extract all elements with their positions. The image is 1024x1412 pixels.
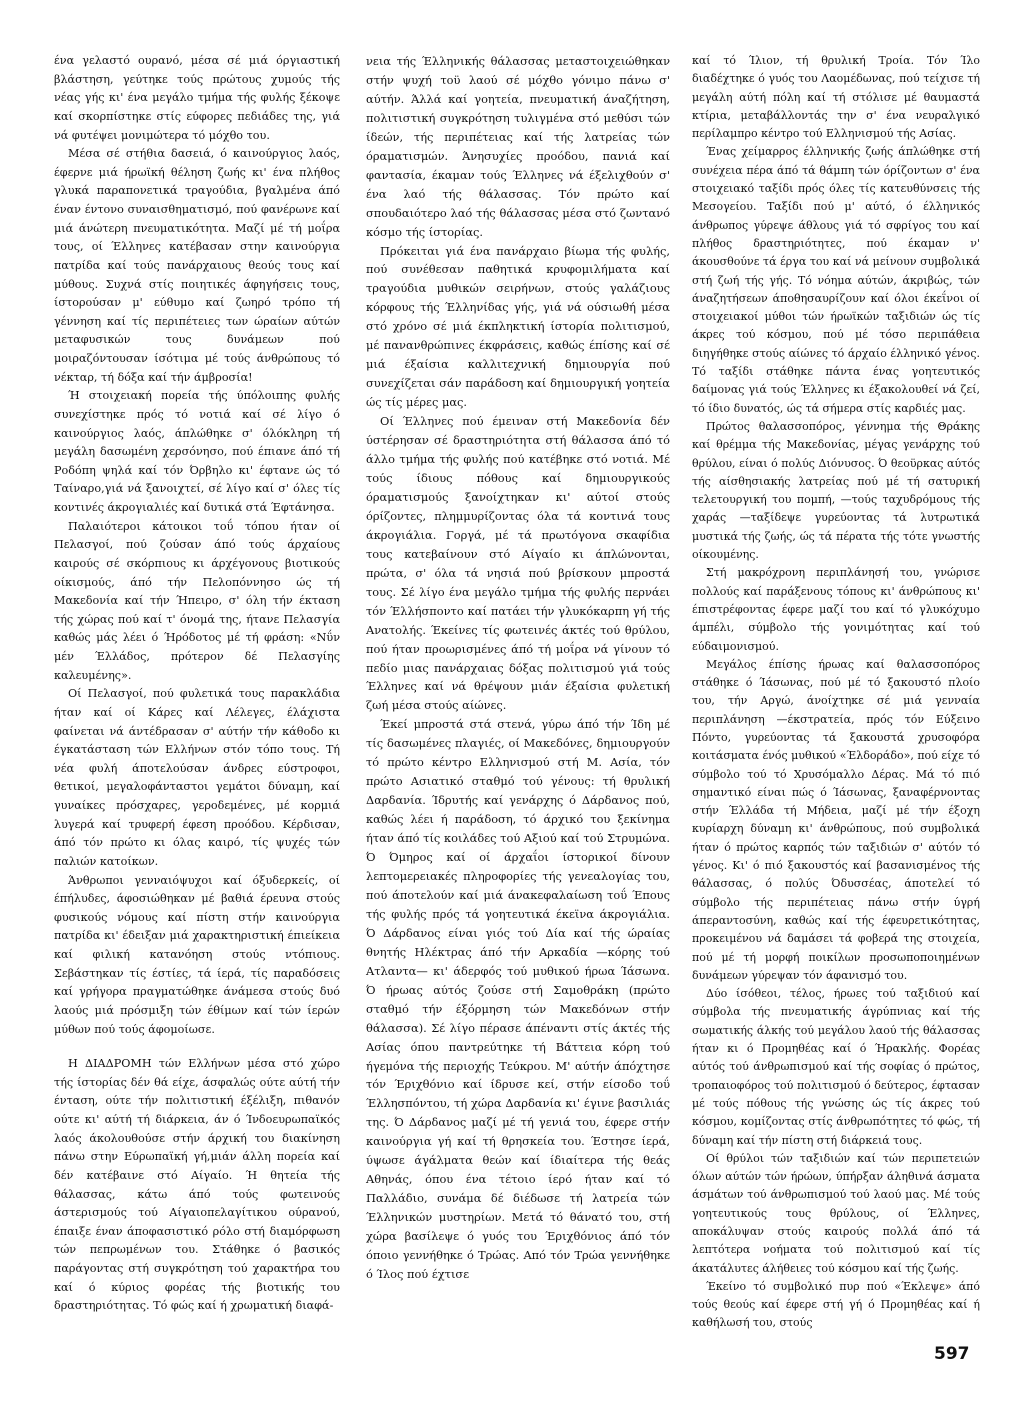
paragraph: Μέσα σέ στήθια δασειά, ό καινούργιος λαός, έφερνε μιά ήρωϊκή θέληση ζωής κι' ένα πλήθος γλυκά παραπονετικά τραγούδια, βγαλμένα άπό έναν έντονο συναισθηματισμό, πού φανέρωνε καί μιά άνώτερη πνευματικότητα. Μαζί μέ τή μοΐρα τους, οί Έλληνες κατέβασαν στην καινούργια πατρίδα καί τούς πανάρχαιους θεούς τους καί μύθους. Συχνά στίς ποιητικές άφηγήσεις τους, ίστορούσαν μ' εύθυμο καί ζωηρό τρόπο τή γέννηση καί τίς περιπέτειες των ώραίων αύτών μεταφυσικών τους δυνάμεων πού μοιραζόντουσαν ίσότιμα μέ τούς άνθρώπους τό νέκταρ, τή δόξα καί τήν άμβροσία! xyxy=(54,147,340,384)
text-column-left xyxy=(54,52,340,1316)
paragraph: Δύο ίσόθεοι, τέλος, ήρωες τού ταξιδιού καί σύμβολα τής πνευματικής άγρύπνιας καί τής σωματικής άλκής τού μεγάλου λαού τής θάλασσας ήταν κι ό Προμηθέας καί ό Ήρακλής. Φορέας αύτός τού άνθρωπισμού καί τής σοφίας ό πρώτος, τροπαιοφόρος τού πολιτισμού ό δεύτερος, έφτασαν μέ τούς πόθους τής γνώσης ώς τίς άκρες τού κόσμου, κομίζοντας στίς άνθρωπότητες τό φώς, τή δύναμη καί τήν πίστη στή διάρκειά τους. xyxy=(692,987,980,1147)
paragraph: Πρώτος θαλασσοπόρος, γέννημα τής Θράκης καί θρέμμα τής Μακεδονίας, μέγας γενάρχης τού θρύλου, είναι ό πολύς Διόνυσος. Ό θεοϋρκας αύτός τής αίσθησιακής λατρείας πού μέ τή σατυρική τελετουργική του πομπή, —τούς ταχυδρόμους τής χαράς —ταξίδεψε γυρεύοντας τά λυτρωτικά μυστικά τής ζωής, ώς τά πέρατα τής τότε γνωστής οίκουμένης. xyxy=(692,419,980,562)
paragraph: Άνθρωποι γενναιόψυχοι καί όξυδερκείς, οί έπήλυδες, άφοσιώθηκαν μέ βαθιά έρευνα στούς φυσικούς νόμους καί πίστη στήν καινούργια πατρίδα κι' έδειξαν μιά χαρακτηριστική έπιείκεια καί φιλική κατανόηση στούς ντόπιους. Σεβάστηκαν τίς έστίες, τά ίερά, τίς παραδόσεις καί γρήγορα πραγματώθηκε άνάμεσα στούς δυό λαούς μιά πρόσμιξη τών έθίμων καί τών ίερών μύθων πού τούς άφομοίωσε. xyxy=(54,873,340,1036)
paragraph: Έκείνο τό συμβολικό πυρ πού «Έκλεψε» άπό τούς θεούς καί έφερε στή γή ό Προμηθέας καί ή καθήλωσή του, στούς xyxy=(692,1279,980,1330)
paragraph: Στή μακρόχρονη περιπλάνησή του, γνώρισε πολλούς καί παράξενους τόπους κι' άνθρώπους κι' έπιστρέφοντας έφερε μαζί του καί τό γλυκόχυμο άμπέλι, σύμβολο τής γονιμότητας καί τού εύδαιμονισμού. xyxy=(692,566,980,653)
paragraph: Ή στοιχειακή πορεία τής ύπόλοιπης φυλής συνεχίστηκε πρός τό νοτιά καί σέ λίγο ό καινούργιος λαός, άπλώθηκε σ' όλόκληρη τή μεγάλη δασωμένη χερσόνησο, πού έπιανε άπό τή Ροδόπη ψηλά καί τόν Όρβηλο κι' έφτανε ώς τό Ταίναρο,γιά νά ξανοιχτεί, σέ λίγο καί σ' όλες τίς κοντινές άκρογιαλιές καί δυτικά στά Έφτάνησα. xyxy=(54,389,340,514)
paragraph: Πρόκειται γιά ένα πανάρχαιο βίωμα τής φυλής, πού συνέθεσαν παθητικά κρυφομιλήματα καί τραγούδια μυθικών σειρήνων, στούς γαλάζιους κόρφους τής Έλληνίδας γής, γιά νά ούσιωθή μέσα στό χρόνο σέ μιά έκπληκτική ίστορία πολιτισμού, μέ πανανθρώπινες έκφράσεις, καθώς έπίσης καί σέ μιά έξαίσια καλλιτεχνική δημιουργία πού συνεχίζεται σάν παράδοση καί δημιουργική γοητεία ώς τίς μέρες μας. xyxy=(366,243,670,410)
paragraph: Μεγάλος έπίσης ήρωας καί θαλασσοπόρος στάθηκε ό Ίάσωνας, πού μέ τό ξακουστό πλοίο του, τήν Αργώ, άνοίχτηκε σέ μιά γενναία περιπλάνηση —έκστρατεία, πρός τόν Εύξεινο Πόντο, γυρεύοντας τά ξακουστά χρυσοφόρα κοιτάσματα ένός μυθικού «Έλδοράδο», πού είχε τό σύμβολο τού τό Χρυσόμαλλο Δέρας. Μά τό πιό σημαντικό είναι πώς ό Ίάσωνας, ξαναφέρνοντας στήν Έλλάδα τή Μήδεια, μαζί μέ τήν έξοχη κυρίαρχη δύναμη κι' άνθρώπους, πού συμβολικά ήταν ό πρώτος καρπός τών ταξιδιών σ' αύτόν τό γένος. Κι' ό πιό ξακουστός καί βασανισμένος τής θάλασσας, ό πολύς Όδυσσέας, άποτελεί τό σύμβολο τής περιπέτειας πάνω στήν ύγρή άπεραντοσύνη, καθώς καί τής έφευρετικότητας, προκειμένου νά δαμάσει τά φοβερά της στοιχεία, πού μέ τή μορφή ποικίλων προσωποποιημένων δυνάμεων γύρεψαν τόν άφανισμό του. xyxy=(692,657,980,982)
paragraph: ένα γελαστό ουρανό, μέσα σέ μιά όργιαστική βλάστηση, γεύτηκε τούς πρώτους χυμούς τής νέας γής κι' ένα μεγάλο τμήμα τής φυλής ξέκοψε καί σκορπίστηκε στίς εύφορες πεδιάδες της, γιά νά φυτέψει μονιμώτερα τό μόχθο του. xyxy=(54,54,340,142)
paragraph: Έκεί μπροστά στά στενά, γύρω άπό τήν Ίδη μέ τίς δασωμένες πλαγιές, οί Μακεδόνες, δημιουργούν τό πρώτο κέντρο Ελληνισμού στή Μ. Ασία, τόν πρώτο Ασιατικό σταθμό τού γένους: τή θρυλική Δαρδανία. Ίδρυτής καί γενάρχης ό Δάρδανος πού, καθώς λέει ή παράδοση, τό άρχικό του ξεκίνημα ήταν άπό τίς κοιλάδες τού Αξιού καί τού Στρυμώνα. Ό Όμηρος καί οί άρχαΐοι ίστορικοί δίνουν λεπτομερειακές πληροφορίες τής γενεαλογίας του, πού άποτελούν καί μιά άνακεφαλαίωση τοΰ Έπους τής φυλής πρός τά γοητευτικά έκεϊνα άκρογιάλια. Ό Δάρδανος είναι γιός τού Δία καί τής ώραίας θνητής Ηλέκτρας άπό τήν Αρκαδία —κόρης τού Ατλαντα— κι' άδερφός τού μυθικού ήρωα Ίάσωνα. Ό ήρωας αύτός ζούσε στή Σαμοθράκη (πρώτο σταθμό τήν έξόρμηση τών Μακεδόνων στήν θάλασσα). Σέ λίγο πέρασε άπέναντι στίς άκτές τής Ασίας όπου παντρεύτηκε τή Βάττεια κόρη τού ήγεμόνα τής περιοχής Τεύκρου. Μ' αύτήν άπόχτησε τόν Έριχθόνιο καί ίδρυσε κεί, στήν είσοδο τοΰ Έλλησπόντου, τή χώρα Δαρδανία κι' έγινε βασιλιάς της. Ό Δάρδανος μαζί μέ τή γενιά του, έφερε στήν καινούργια γή καί τή θρησκεία του. Έστησε ίερά, ύψωσε άγάλματα θεών καί ίδιαίτερα τής θεάς Αθηνάς, όπου ένα τέτοιο ίερό ήταν καί τό Παλλάδιο, συνάμα δέ διέδωσε τή λατρεία τών Έλληνικών μυστηρίων. Μετά τό θάνατό του, στή χώρα βασίλεψε ό γυός του Έριχθόνιος άπό τόν όποιο γεννήθηκε ό Τρώας. Από τόν Τρώα γεννήθηκε ό Ίλος πού έχτισε xyxy=(366,717,670,1281)
text-column-right xyxy=(692,52,980,1333)
paragraph: Οί Έλληνες πού έμειναν στή Μακεδονία δέν ύστέρησαν σέ δραστηριότητα στή θάλασσα άπό τό άλλο τμήμα τής φυλής πού κατέβηκε στό νοτιά. Μέ τούς ίδιους πόθους καί δημιουργικούς όραματισμούς ξανοίχτηκαν κι' αύτοί στούς όρίζοντες, πλημμυρίζοντας όλα τά κοντινά τους άκρογιάλια. Γοργά, μέ τά πρωτόγονα σκαφίδια τους κατεβαίνουν στό Αίγαίο κι άπλώνονται, πρώτα, σ' όλα τά νησιά πού βρίσκουν μπροστά τους. Σέ λίγο ένα μεγάλο τμήμα τής φυλής περνάει τόν Έλλήσποντο καί πατάει τήν γλυκόκαρπη γή τής Ανατολής. Έκείνες τίς φωτεινές άκτές τού θρύλου, πού ήταν προωρισμένες άπό τή μοΐρα νά γίνουν τό πεδίο μιας πανάρχαιας δόξας πολιτισμού γιά τούς Έλληνες καί νά θρέψουν μιάν έξαίσια φυλετική ζωή μέσα στούς αίώνες. xyxy=(366,414,670,713)
paragraph: Ένας χείμαρρος έλληνικής ζωής άπλώθηκε στή συνέχεια πέρα άπό τά θάμπη τών όρίζοντων σ' ένα στοιχειακό ταξίδι πρός όλες τίς κατευθύνσεις τής Μεσογείου. Ταξίδι πού μ' αύτό, ό έλληνικός άνθρωπος γύρεψε άθλους γιά τό σφρίγος του καί πλήθος δραστηριότητες, πού έκαμαν ν' άκουσθούνε τά έργα του καί νά μείνουν συμβολικά στή ζωή τής γής. Τό νόημα αύτών, άκριβώς, τών άναζητήσεων άποθησαυρίζουν καί όλοι έκεΐνοι οί στοιχειακοί μύθοι τών ήρωϊκών ταξιδιών ώς τίς άκρες τού κόσμου, πού μέ τόσο περιπάθεια διηγήθηκε στούς αίώνες τό άρχαίο έλληνικό γένος. Τό ταξίδι στάθηκε πάντα ένας γοητευτικός δαίμονας γιά τούς Έλληνες κι έξακολουθεί νά ζεί, τό ίδιο δυνατός, ώς τά σήμερα στίς καρδιές μας. xyxy=(692,145,980,415)
section-paragraph: Η ΔΙΑΔΡΟΜΗ τών Ελλήνων μέσα στό χώρο τής ίστορίας δέν θά είχε, άσφαλώς ούτε αύτή τήν ένταση, ούτε τήν πολιτιστική έξέλιξη, πιθανόν ούτε κι' αύτή τή διάρκεια, άν ό Ίνδοευρωπαϊκός λαός άκολουθούσε στήν άρχική του διακίνηση πάνω στην Εύρωπαϊκή γή,μιάν άλλη πορεία καί δέν κατέβαινε στό Αίγαίο. Ή θητεία τής θάλασσας, κάτω άπό τούς φωτεινούς άστερισμούς τού Αίγαιοπελαγίτικου ούρανού, έπαιξε έναν άποφασιστικό ρόλο στή διαμόρφωση τών πεπρωμένων του. Στάθηκε ό βασικός παράγοντας στή συγκρότηση τού χαρακτήρα του καί ό κύριος φορέας τής βιοτικής του δραστηριότητας. Τό φώς καί ή χρωματική διαφά- xyxy=(54,1057,340,1313)
text-column-middle xyxy=(366,52,670,1284)
page-number: 597 xyxy=(934,1344,970,1364)
paragraph: νεια τής Έλληνικής θάλασσας μεταστοιχειώθηκαν στήν ψυχή τοϋ λαού σέ μόχθο γόνιμο πάνω σ' αύτήν. Άλλά καί γοητεία, πνευματική άναζήτηση, πολιτιστική συγκρότηση τυλιγμένα στό μεθύσι τών ίδεών, τής περιπέτειας καί τής λατρείας τών όραματισμών. Άνησυχίες προόδου, πανιά καί φαντασία, έκαμαν τούς Έλληνες νά έξελιχθούν σ' ένα λαό τής θάλασσας. Τόν πρώτο καί σπουδαιότερο λαό τής θάλασσας μέσα στό ζωντανό κόσμο τής ίστορίας. xyxy=(366,54,670,239)
paragraph: Παλαιότεροι κάτοικοι τοΰ τόπου ήταν οί Πελασγοί, πού ζούσαν άπό τούς άρχαίους καιρούς σέ σκόρπιους κι άρχέγονους βιοτικούς οίκισμούς, άπό τήν Πελοπόννησο ώς τή Μακεδονία καί τήν Ήπειρο, σ' όλη τήν έκταση τής χώρας πού καί τ' όνομά της, ήτανε Πελασγία καθώς μάς λέει ό Ήρόδοτος μέ τή φράση: «Νΰν μέν Έλλάδος, πρότερον δέ Πελασγίης καλευμένης». xyxy=(54,519,340,682)
paragraph: καί τό Ίλιον, τή θρυλική Τροία. Τόν Ίλο διαδέχτηκε ό γυός του Λαομέδωνας, πού τείχισε τή μεγάλη αύτή πόλη καί τή στόλισε μέ θαυμαστά κτίρια, μεταβάλλοντάς την σ' ένα νευραλγικό περίλαμπρο κέντρο τού Ελληνισμού τής Ασίας. xyxy=(692,54,980,141)
paragraph: Οί θρύλοι τών ταξιδιών καί τών περιπετειών όλων αύτών τών ήρώων, ύπήρξαν άληθινά άσματα άσμάτων τού άνθρωπισμού τού λαού μας. Μέ τούς γοητευτικούς τους θρύλους, οί Έλληνες, αποκάλυψαν στούς καιρούς πολλά άπό τά λεπτότερα νοήματα τού πολιτισμού καί τίς άκατάλυτες άλήθειες τού κόσμου καί τής ζωής. xyxy=(692,1151,980,1275)
paragraph: Οί Πελασγοί, πού φυλετικά τους παρακλάδια ήταν καί οί Κάρες καί Λέλεγες, έλάχιστα φαίνεται νά άντέδρασαν σ' αύτήν τήν κάθοδο κι έγκατάσταση τών Ελλήνων στόν τόπο τους. Τή νέα φυλή άποτελούσαν άνδρες εύστροφοι, θετικοί, μεγαλοφάνταστοι γεμάτοι δύναμη, καί γυναίκες πρόσχαρες, γεροδεμένες, μέ κορμιά λυγερά καί τρυφερή έφεση προόδου. Κέρδισαν, άπό τόν πρώτο κι όλας καιρό, τίς ψυχές τών παλιών κατοίκων. xyxy=(54,687,340,868)
